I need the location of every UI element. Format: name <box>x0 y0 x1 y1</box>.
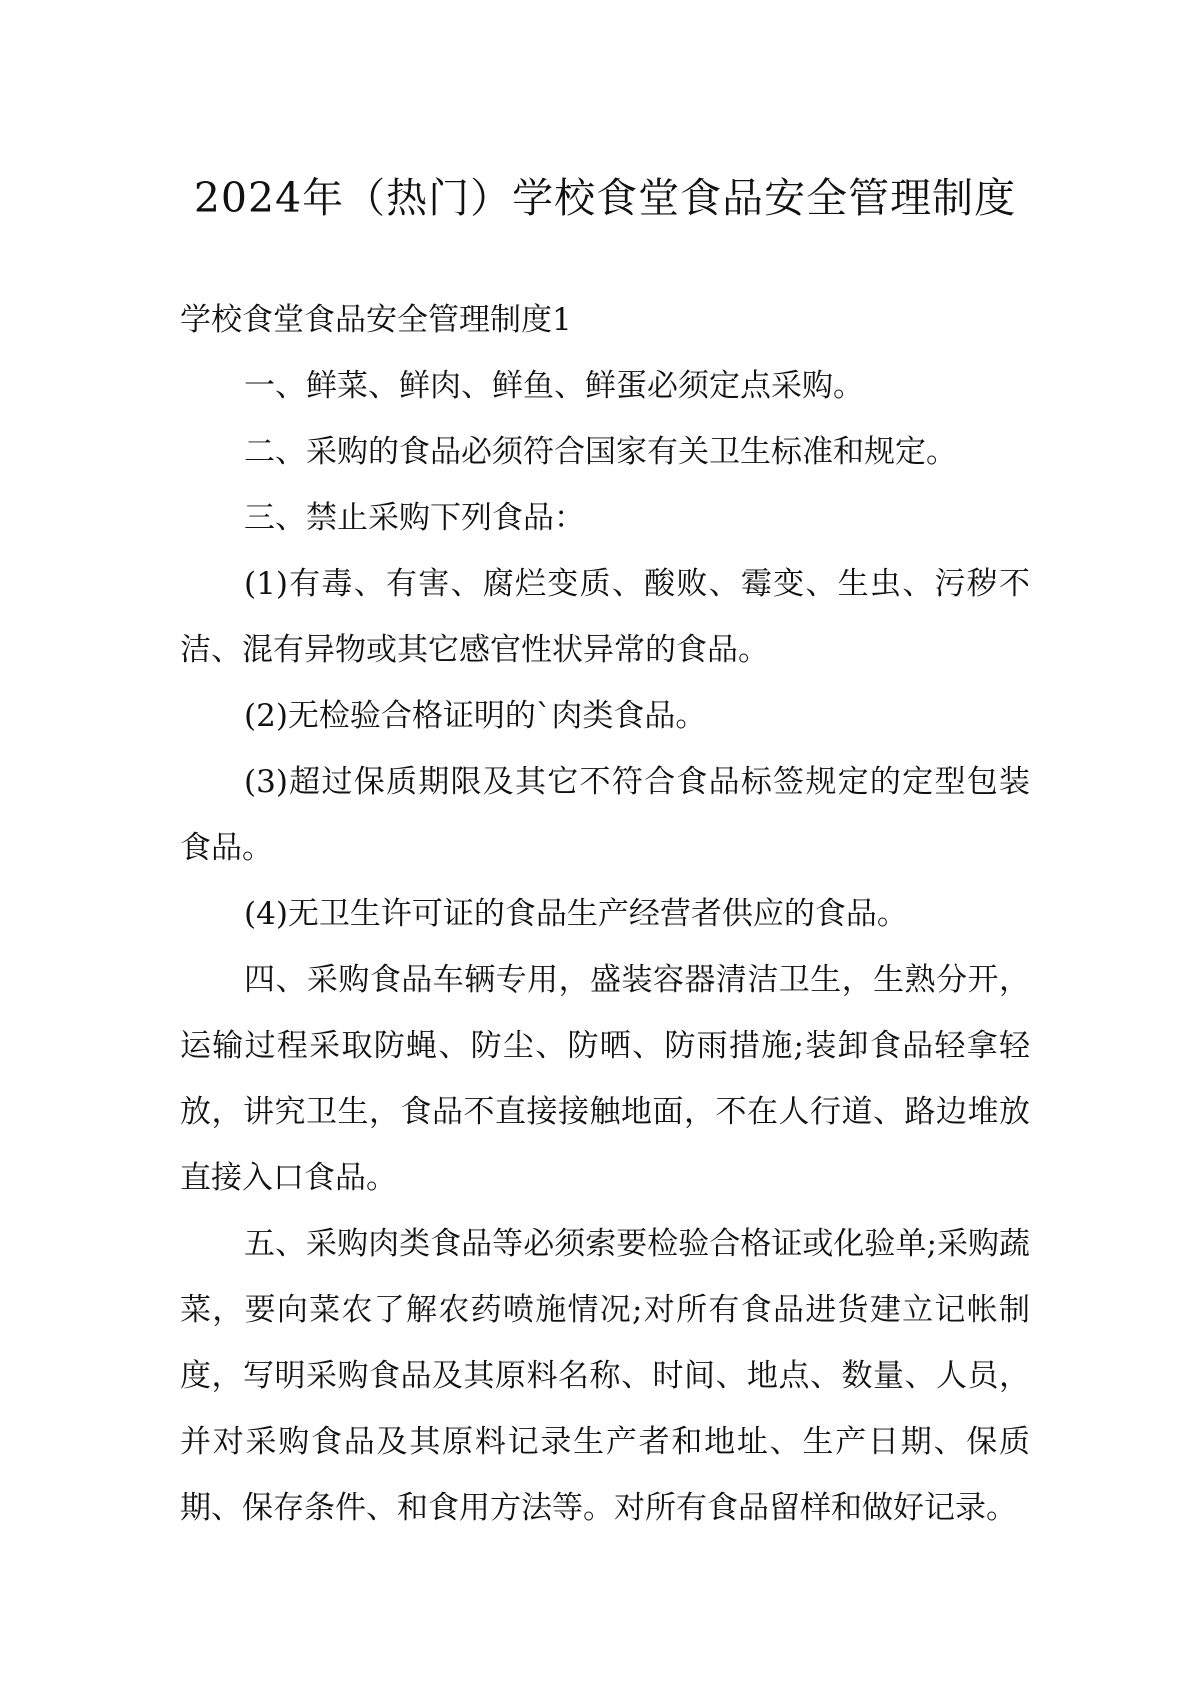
paragraph-2: 二、采购的食品必须符合国家有关卫生标准和规定。 <box>244 434 957 470</box>
document-body <box>180 287 1030 1541</box>
paragraph-4: (1)有毒、有害、腐烂变质、酸败、霉变、生虫、污秽不洁、混有异物或其它感官性状异常的食品。 <box>180 566 1030 668</box>
paragraph-1: 一、鲜菜、鲜肉、鲜鱼、鲜蛋必须定点采购。 <box>244 368 864 404</box>
paragraph-7: (4)无卫生许可证的食品生产经营者供应的食品。 <box>244 896 908 932</box>
paragraph-3: 三、禁止采购下列食品： <box>244 500 585 536</box>
paragraph-6: (3)超过保质期限及其它不符合食品标签规定的定型包装食品。 <box>180 764 1030 866</box>
paragraph-9: 五、采购肉类食品等必须索要检验合格证或化验单;采购蔬菜，要向菜农了解农药喷施情况;对所有食品进货建立记帐制度，写明采购食品及其原料名称、时间、地点、数量、人员，并对采购食品及其原料记录生产者和地址、生产日期、保质期、保存条件、和食用方法等。对所有食品留样和做好记录。 <box>180 1226 1030 1526</box>
paragraph-5: (2)无检验合格证明的`肉类食品。 <box>244 698 707 734</box>
section-heading: 学校食堂食品安全管理制度1 <box>180 302 572 338</box>
paragraph-8: 四、采购食品车辆专用，盛装容器清洁卫生，生熟分开，运输过程采取防蝇、防尘、防晒、防雨措施;装卸食品轻拿轻放，讲究卫生，食品不直接接触地面，不在人行道、路边堆放直接入口食品。 <box>180 962 1030 1196</box>
document-title: 2024年（热门）学校食堂食品安全管理制度 <box>193 174 1017 222</box>
